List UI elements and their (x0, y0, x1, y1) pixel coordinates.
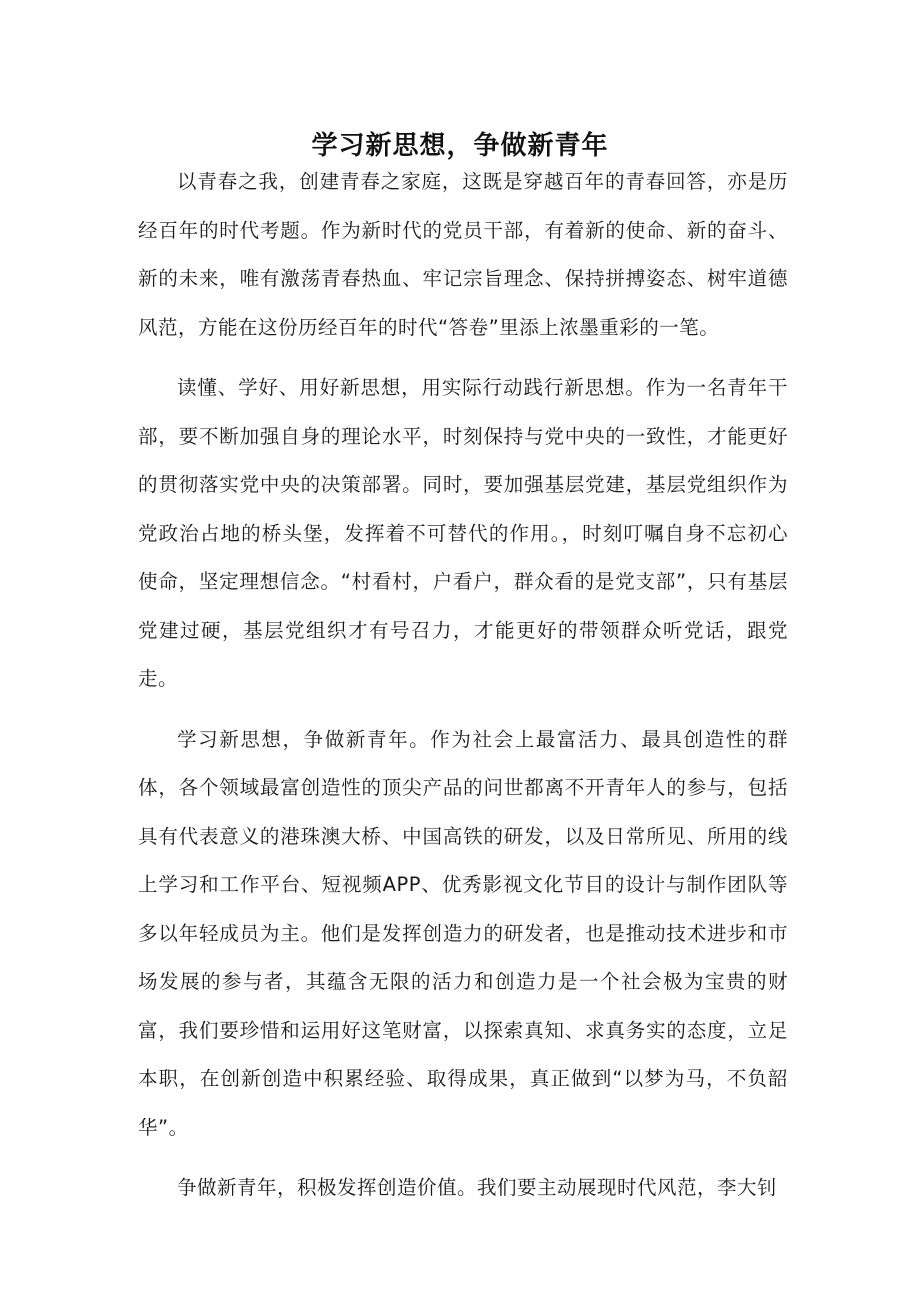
document-body (138, 158, 788, 1213)
paragraph-2: 读懂、学好、用好新思想，用实际行动践行新思想。作为一名青年干部，要不断加强自身的理论水平，时刻保持与党中央的一致性，才能更好的贯彻落实党中央的决策部署。同时，要加强基层党建，基层党组织作为党政治占地的桥头堡，发挥着不可替代的作用。，时刻叮嘱自身不忘初心使命，坚定理想信念。“村看村，户看户，群众看的是党支部”，只有基层党建过硬，基层党组织才有号召力，才能更好的带领群众听党话，跟党走。 (138, 376, 788, 690)
document-title: 学习新思想，争做新青年 (311, 131, 609, 161)
paragraph-4: 争做新青年，积极发挥创造价值。我们要主动展现时代风范，李大钊 (177, 1176, 778, 1199)
paragraph-3: 学习新思想，争做新青年。作为社会上最富活力、最具创造性的群体，各个领域最富创造性的顶尖产品的问世都离不开青年人的参与，包括具有代表意义的港珠澳大桥、中国高铁的研发，以及日常所见、所用的线上学习和工作平台、短视频APP、优秀影视文化节目的设计与制作团队等多以年轻成员为主。他们是发挥创造力的研发者，也是推动技术进步和市场发展的参与者，其蕴含无限的活力和创造力是一个社会极为宝贵的财富，我们要珍惜和运用好这笔财富，以探索真知、求真务实的态度，立足本职，在创新创造中积累经验、取得成果，真正做到“以梦为马，不负韶华”。 (138, 727, 788, 1139)
paragraph-1: 以青春之我，创建青春之家庭，这既是穿越百年的青春回答，亦是历经百年的时代考题。作为新时代的党员干部，有着新的使命、新的奋斗、新的未来，唯有激荡青春热血、牢记宗旨理念、保持拼搏姿态、树牢道德风范，方能在这份历经百年的时代“答卷”里添上浓墨重彩的一笔。 (138, 170, 788, 339)
